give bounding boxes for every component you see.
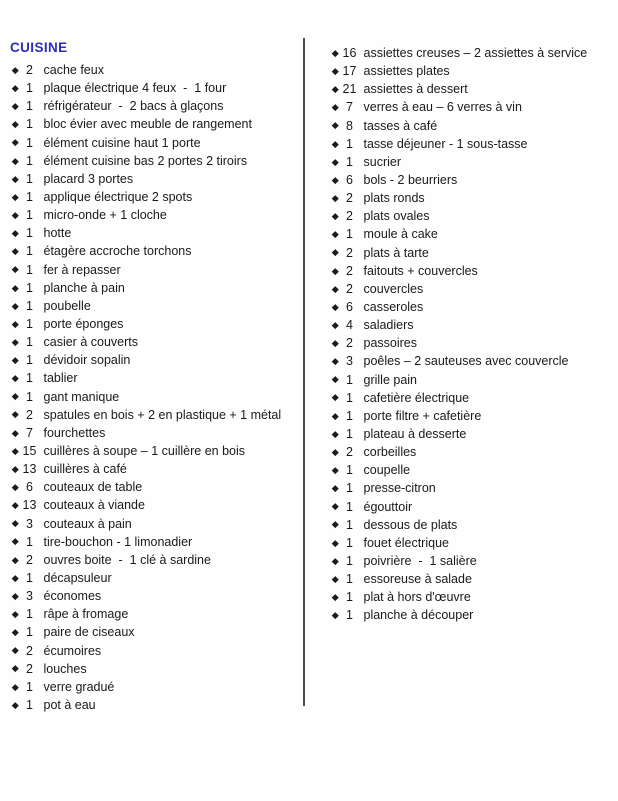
list-item bbox=[10, 134, 302, 152]
list-item bbox=[10, 242, 302, 260]
item-label: plats ovales bbox=[363, 209, 430, 224]
item-label: fer à repasser bbox=[43, 262, 121, 277]
list-item bbox=[330, 334, 616, 352]
bullet-diamond-icon bbox=[332, 195, 338, 201]
item-label: cuillères à café bbox=[43, 462, 127, 477]
item-quantity: 17 bbox=[342, 64, 357, 79]
list-item bbox=[10, 660, 302, 678]
item-label: poubelle bbox=[43, 298, 91, 313]
list-item bbox=[10, 369, 302, 387]
list-item bbox=[10, 496, 302, 514]
item-quantity: 1 bbox=[26, 81, 33, 96]
item-quantity: 13 bbox=[22, 498, 37, 513]
item-label: cafetière électrique bbox=[363, 390, 470, 405]
item-quantity: 1 bbox=[346, 408, 353, 423]
bullet-diamond-icon bbox=[332, 395, 338, 401]
item-quantity: 3 bbox=[26, 516, 33, 531]
bullet-diamond-icon bbox=[12, 158, 18, 164]
bullet-diamond-icon bbox=[332, 141, 338, 147]
item-quantity: 2 bbox=[346, 209, 353, 224]
bullet-diamond-icon bbox=[332, 376, 338, 382]
list-item bbox=[330, 316, 616, 334]
bullet-diamond-icon bbox=[12, 357, 18, 363]
bullet-diamond-icon bbox=[332, 268, 338, 274]
bullet-diamond-icon bbox=[332, 286, 338, 292]
bullet-diamond-icon bbox=[12, 103, 18, 109]
item-quantity: 1 bbox=[346, 227, 353, 242]
item-quantity: 3 bbox=[26, 589, 33, 604]
bullet-diamond-icon bbox=[12, 484, 18, 490]
item-label: poivrière - 1 salière bbox=[363, 553, 477, 568]
item-label: planche à pain bbox=[43, 280, 125, 295]
bullet-diamond-icon bbox=[12, 430, 18, 436]
item-label: couvercles bbox=[363, 281, 424, 296]
bullet-diamond-icon bbox=[12, 647, 18, 653]
list-item bbox=[10, 460, 302, 478]
bullet-diamond-icon bbox=[12, 702, 18, 708]
bullet-diamond-icon bbox=[332, 340, 338, 346]
bullet-diamond-icon bbox=[12, 575, 18, 581]
bullet-diamond-icon bbox=[332, 540, 338, 546]
list-item bbox=[330, 443, 616, 461]
list-item bbox=[10, 533, 302, 551]
item-label: cache feux bbox=[43, 63, 104, 77]
bullet-diamond-icon bbox=[12, 629, 18, 635]
item-label: grille pain bbox=[363, 372, 418, 387]
list-item bbox=[10, 206, 302, 224]
list-item bbox=[330, 552, 616, 570]
list-item bbox=[330, 225, 616, 243]
item-label: porte éponges bbox=[43, 316, 124, 331]
bullet-diamond-icon bbox=[332, 213, 338, 219]
item-quantity: 2 bbox=[346, 281, 353, 296]
item-quantity: 1 bbox=[346, 390, 353, 405]
list-item bbox=[330, 207, 616, 225]
item-quantity: 1 bbox=[26, 353, 33, 368]
item-label: pot à eau bbox=[43, 697, 96, 712]
item-quantity: 3 bbox=[346, 354, 353, 369]
item-quantity: 2 bbox=[26, 661, 33, 676]
item-quantity: 8 bbox=[346, 118, 353, 133]
list-item bbox=[10, 478, 302, 496]
item-label: faitouts + couvercles bbox=[363, 263, 478, 278]
bullet-diamond-icon bbox=[12, 285, 18, 291]
list-item bbox=[10, 115, 302, 133]
bullet-diamond-icon bbox=[332, 522, 338, 528]
bullet-diamond-icon bbox=[332, 50, 338, 56]
item-quantity: 1 bbox=[26, 534, 33, 549]
bullet-diamond-icon bbox=[332, 322, 338, 328]
item-quantity: 2 bbox=[26, 63, 33, 77]
item-quantity: 1 bbox=[26, 226, 33, 241]
list-item bbox=[330, 117, 616, 135]
list-item bbox=[330, 153, 616, 171]
bullet-diamond-icon bbox=[12, 230, 18, 236]
bullet-diamond-icon bbox=[332, 231, 338, 237]
item-quantity: 1 bbox=[26, 171, 33, 186]
item-label: dévidoir sopalin bbox=[43, 353, 131, 368]
item-quantity: 2 bbox=[26, 552, 33, 567]
left-column bbox=[10, 39, 302, 714]
item-label: égouttoir bbox=[363, 499, 413, 514]
bullet-diamond-icon bbox=[12, 303, 18, 309]
bullet-diamond-icon bbox=[332, 612, 338, 618]
item-quantity: 1 bbox=[26, 607, 33, 622]
bullet-diamond-icon bbox=[332, 558, 338, 564]
bullet-diamond-icon bbox=[332, 467, 338, 473]
item-quantity: 1 bbox=[346, 608, 353, 623]
bullet-diamond-icon bbox=[12, 176, 18, 182]
bullet-diamond-icon bbox=[12, 321, 18, 327]
item-label: spatules en bois + 2 en plastique + 1 métal bbox=[43, 407, 282, 422]
item-label: couteaux de table bbox=[43, 480, 143, 495]
item-label: casier à couverts bbox=[43, 335, 138, 350]
item-quantity: 21 bbox=[342, 82, 357, 97]
list-item bbox=[10, 170, 302, 188]
item-quantity: 6 bbox=[26, 480, 33, 495]
item-quantity: 2 bbox=[26, 643, 33, 658]
item-label: plat à hors d'œuvre bbox=[363, 590, 471, 605]
item-quantity: 15 bbox=[22, 443, 37, 458]
list-item bbox=[330, 498, 616, 516]
item-label: fourchettes bbox=[43, 425, 106, 440]
item-quantity: 1 bbox=[26, 371, 33, 386]
item-quantity: 16 bbox=[342, 46, 357, 60]
item-quantity: 2 bbox=[26, 407, 33, 422]
list-item bbox=[330, 352, 616, 370]
item-quantity: 2 bbox=[346, 263, 353, 278]
item-label: étagère accroche torchons bbox=[43, 244, 192, 259]
item-quantity: 1 bbox=[26, 625, 33, 640]
bullet-diamond-icon bbox=[12, 139, 18, 145]
bullet-diamond-icon bbox=[12, 121, 18, 127]
list-item bbox=[10, 406, 302, 424]
list-item bbox=[10, 188, 302, 206]
list-item bbox=[10, 261, 302, 279]
item-quantity: 1 bbox=[26, 262, 33, 277]
item-quantity: 1 bbox=[26, 679, 33, 694]
list-item bbox=[330, 80, 616, 98]
list-item bbox=[10, 442, 302, 460]
item-quantity: 1 bbox=[346, 426, 353, 441]
item-label: assiettes creuses – 2 assiettes à service bbox=[363, 46, 588, 60]
bullet-diamond-icon bbox=[12, 85, 18, 91]
list-item bbox=[330, 479, 616, 497]
list-item bbox=[330, 98, 616, 116]
item-label: plaque électrique 4 feux - 1 four bbox=[43, 81, 227, 96]
item-label: tire-bouchon - 1 limonadier bbox=[43, 534, 193, 549]
item-label: saladiers bbox=[363, 318, 414, 333]
item-label: bols - 2 beurriers bbox=[363, 172, 458, 187]
list-item bbox=[10, 315, 302, 333]
bullet-diamond-icon bbox=[332, 485, 338, 491]
item-label: tasses à café bbox=[363, 118, 438, 133]
item-quantity: 1 bbox=[26, 570, 33, 585]
item-quantity: 1 bbox=[26, 335, 33, 350]
list-item bbox=[10, 297, 302, 315]
item-quantity: 1 bbox=[346, 372, 353, 387]
item-quantity: 1 bbox=[346, 463, 353, 478]
bullet-diamond-icon bbox=[332, 86, 338, 92]
list-item bbox=[10, 224, 302, 242]
item-label: passoires bbox=[363, 336, 417, 351]
bullet-diamond-icon bbox=[12, 684, 18, 690]
item-label: applique électrique 2 spots bbox=[43, 189, 193, 204]
item-quantity: 1 bbox=[26, 153, 33, 168]
item-quantity: 1 bbox=[346, 590, 353, 605]
item-quantity: 6 bbox=[346, 299, 353, 314]
item-label: réfrigérateur - 2 bacs à glaçons bbox=[43, 99, 224, 114]
list-item bbox=[330, 189, 616, 207]
item-label: économes bbox=[43, 589, 102, 604]
bullet-diamond-icon bbox=[332, 177, 338, 183]
list-item bbox=[10, 587, 302, 605]
bullet-diamond-icon bbox=[12, 194, 18, 200]
item-label: louches bbox=[43, 661, 87, 676]
bullet-diamond-icon bbox=[332, 503, 338, 509]
item-label: poêles – 2 sauteuses avec couvercle bbox=[363, 354, 569, 369]
list-item bbox=[10, 678, 302, 696]
item-label: plateau à desserte bbox=[363, 426, 467, 441]
bullet-diamond-icon bbox=[332, 413, 338, 419]
item-label: dessous de plats bbox=[363, 517, 458, 532]
list-item bbox=[10, 97, 302, 115]
list-item bbox=[10, 351, 302, 369]
item-label: écumoires bbox=[43, 643, 102, 658]
bullet-diamond-icon bbox=[12, 248, 18, 254]
item-label: presse-citron bbox=[363, 481, 436, 496]
item-label: micro-onde + 1 cloche bbox=[43, 208, 167, 223]
item-label: hotte bbox=[43, 226, 72, 241]
item-quantity: 1 bbox=[346, 154, 353, 169]
item-label: corbeilles bbox=[363, 445, 417, 460]
list-item bbox=[330, 425, 616, 443]
list-item bbox=[330, 371, 616, 389]
list-item bbox=[10, 515, 302, 533]
item-label: tablier bbox=[43, 371, 78, 386]
item-quantity: 1 bbox=[346, 499, 353, 514]
list-item bbox=[10, 569, 302, 587]
item-quantity: 6 bbox=[346, 172, 353, 187]
item-quantity: 13 bbox=[22, 462, 37, 477]
item-label: assiettes plates bbox=[363, 64, 450, 79]
item-quantity: 1 bbox=[346, 136, 353, 151]
item-quantity: 1 bbox=[346, 481, 353, 496]
item-label: casseroles bbox=[363, 299, 424, 314]
list-item bbox=[330, 298, 616, 316]
item-label: paire de ciseaux bbox=[43, 625, 135, 640]
item-quantity: 1 bbox=[26, 280, 33, 295]
item-label: tasse déjeuner - 1 sous-tasse bbox=[363, 136, 528, 151]
item-label: sucrier bbox=[363, 154, 402, 169]
item-quantity: 1 bbox=[26, 298, 33, 313]
bullet-diamond-icon bbox=[332, 104, 338, 110]
bullet-diamond-icon bbox=[12, 266, 18, 272]
item-label: élément cuisine bas 2 portes 2 tiroirs bbox=[43, 153, 248, 168]
bullet-diamond-icon bbox=[12, 448, 18, 454]
item-quantity: 1 bbox=[26, 697, 33, 712]
bullet-diamond-icon bbox=[12, 666, 18, 672]
list-item bbox=[330, 588, 616, 606]
right-column bbox=[330, 44, 616, 625]
list-item bbox=[330, 44, 616, 62]
list-item bbox=[10, 696, 302, 714]
item-label: râpe à fromage bbox=[43, 607, 129, 622]
bullet-diamond-icon bbox=[332, 594, 338, 600]
item-label: placard 3 portes bbox=[43, 171, 134, 186]
list-item bbox=[330, 135, 616, 153]
bullet-diamond-icon bbox=[12, 375, 18, 381]
list-item bbox=[330, 534, 616, 552]
list-item bbox=[10, 333, 302, 351]
item-quantity: 1 bbox=[26, 99, 33, 114]
list-item bbox=[330, 570, 616, 588]
item-label: plats ronds bbox=[363, 191, 425, 206]
item-quantity: 2 bbox=[346, 445, 353, 460]
bullet-diamond-icon bbox=[12, 557, 18, 563]
bullet-diamond-icon bbox=[332, 449, 338, 455]
item-label: couteaux à pain bbox=[43, 516, 132, 531]
item-label: décapsuleur bbox=[43, 570, 112, 585]
list-item bbox=[330, 171, 616, 189]
list-item bbox=[330, 606, 616, 624]
list-item bbox=[330, 461, 616, 479]
bullet-diamond-icon bbox=[332, 576, 338, 582]
item-label: assiettes à dessert bbox=[363, 82, 468, 97]
item-quantity: 1 bbox=[26, 208, 33, 223]
list-item bbox=[330, 262, 616, 280]
item-label: verres à eau – 6 verres à vin bbox=[363, 100, 522, 115]
bullet-diamond-icon bbox=[332, 304, 338, 310]
item-label: gant manique bbox=[43, 389, 120, 404]
bullet-diamond-icon bbox=[332, 159, 338, 165]
item-quantity: 1 bbox=[26, 316, 33, 331]
bullet-diamond-icon bbox=[332, 431, 338, 437]
bullet-diamond-icon bbox=[12, 520, 18, 526]
inventory-list-right bbox=[330, 44, 616, 625]
list-item bbox=[330, 244, 616, 262]
bullet-diamond-icon bbox=[12, 67, 18, 73]
item-label: planche à découper bbox=[363, 608, 474, 623]
item-label: verre gradué bbox=[43, 679, 115, 694]
item-label: porte filtre + cafetière bbox=[363, 408, 482, 423]
item-quantity: 1 bbox=[26, 244, 33, 259]
bullet-diamond-icon bbox=[12, 611, 18, 617]
list-item bbox=[10, 424, 302, 442]
item-label: plats à tarte bbox=[363, 245, 429, 260]
bullet-diamond-icon bbox=[12, 593, 18, 599]
item-quantity: 7 bbox=[26, 425, 33, 440]
item-quantity: 1 bbox=[346, 553, 353, 568]
item-quantity: 1 bbox=[26, 389, 33, 404]
list-item bbox=[10, 605, 302, 623]
bullet-diamond-icon bbox=[12, 412, 18, 418]
list-item bbox=[330, 280, 616, 298]
item-quantity: 1 bbox=[346, 517, 353, 532]
bullet-diamond-icon bbox=[332, 358, 338, 364]
item-quantity: 7 bbox=[346, 100, 353, 115]
bullet-diamond-icon bbox=[332, 249, 338, 255]
item-label: bloc évier avec meuble de rangement bbox=[43, 117, 252, 132]
list-item bbox=[10, 152, 302, 170]
bullet-diamond-icon bbox=[332, 122, 338, 128]
bullet-diamond-icon bbox=[12, 393, 18, 399]
item-quantity: 2 bbox=[346, 245, 353, 260]
page-title: CUISINE bbox=[10, 40, 68, 55]
list-item bbox=[10, 623, 302, 641]
item-quantity: 2 bbox=[346, 191, 353, 206]
item-label: fouet électrique bbox=[363, 535, 449, 550]
item-quantity: 2 bbox=[346, 336, 353, 351]
list-item bbox=[330, 516, 616, 534]
bullet-diamond-icon bbox=[12, 539, 18, 545]
list-item bbox=[330, 62, 616, 80]
item-quantity: 1 bbox=[346, 572, 353, 587]
item-label: coupelle bbox=[363, 463, 411, 478]
item-label: essoreuse à salade bbox=[363, 572, 472, 587]
item-label: couteaux à viande bbox=[43, 498, 145, 513]
item-quantity: 1 bbox=[346, 535, 353, 550]
item-label: cuillères à soupe – 1 cuillère en bois bbox=[43, 443, 246, 458]
bullet-diamond-icon bbox=[12, 339, 18, 345]
item-label: ouvres boite - 1 clé à sardine bbox=[43, 552, 211, 567]
item-quantity: 4 bbox=[346, 318, 353, 333]
list-item bbox=[10, 279, 302, 297]
inventory-list-left bbox=[10, 61, 302, 714]
bullet-diamond-icon bbox=[12, 466, 18, 472]
list-item bbox=[10, 551, 302, 569]
item-quantity: 1 bbox=[26, 189, 33, 204]
bullet-diamond-icon bbox=[332, 68, 338, 74]
list-item bbox=[10, 79, 302, 97]
list-item bbox=[10, 642, 302, 660]
list-item bbox=[10, 388, 302, 406]
column-divider-line bbox=[303, 38, 305, 706]
item-label: élément cuisine haut 1 porte bbox=[43, 135, 201, 150]
item-quantity: 1 bbox=[26, 135, 33, 150]
item-label: moule à cake bbox=[363, 227, 438, 242]
list-item bbox=[330, 389, 616, 407]
list-item bbox=[10, 61, 302, 79]
bullet-diamond-icon bbox=[12, 212, 18, 218]
item-quantity: 1 bbox=[26, 117, 33, 132]
bullet-diamond-icon bbox=[12, 502, 18, 508]
list-item bbox=[330, 407, 616, 425]
